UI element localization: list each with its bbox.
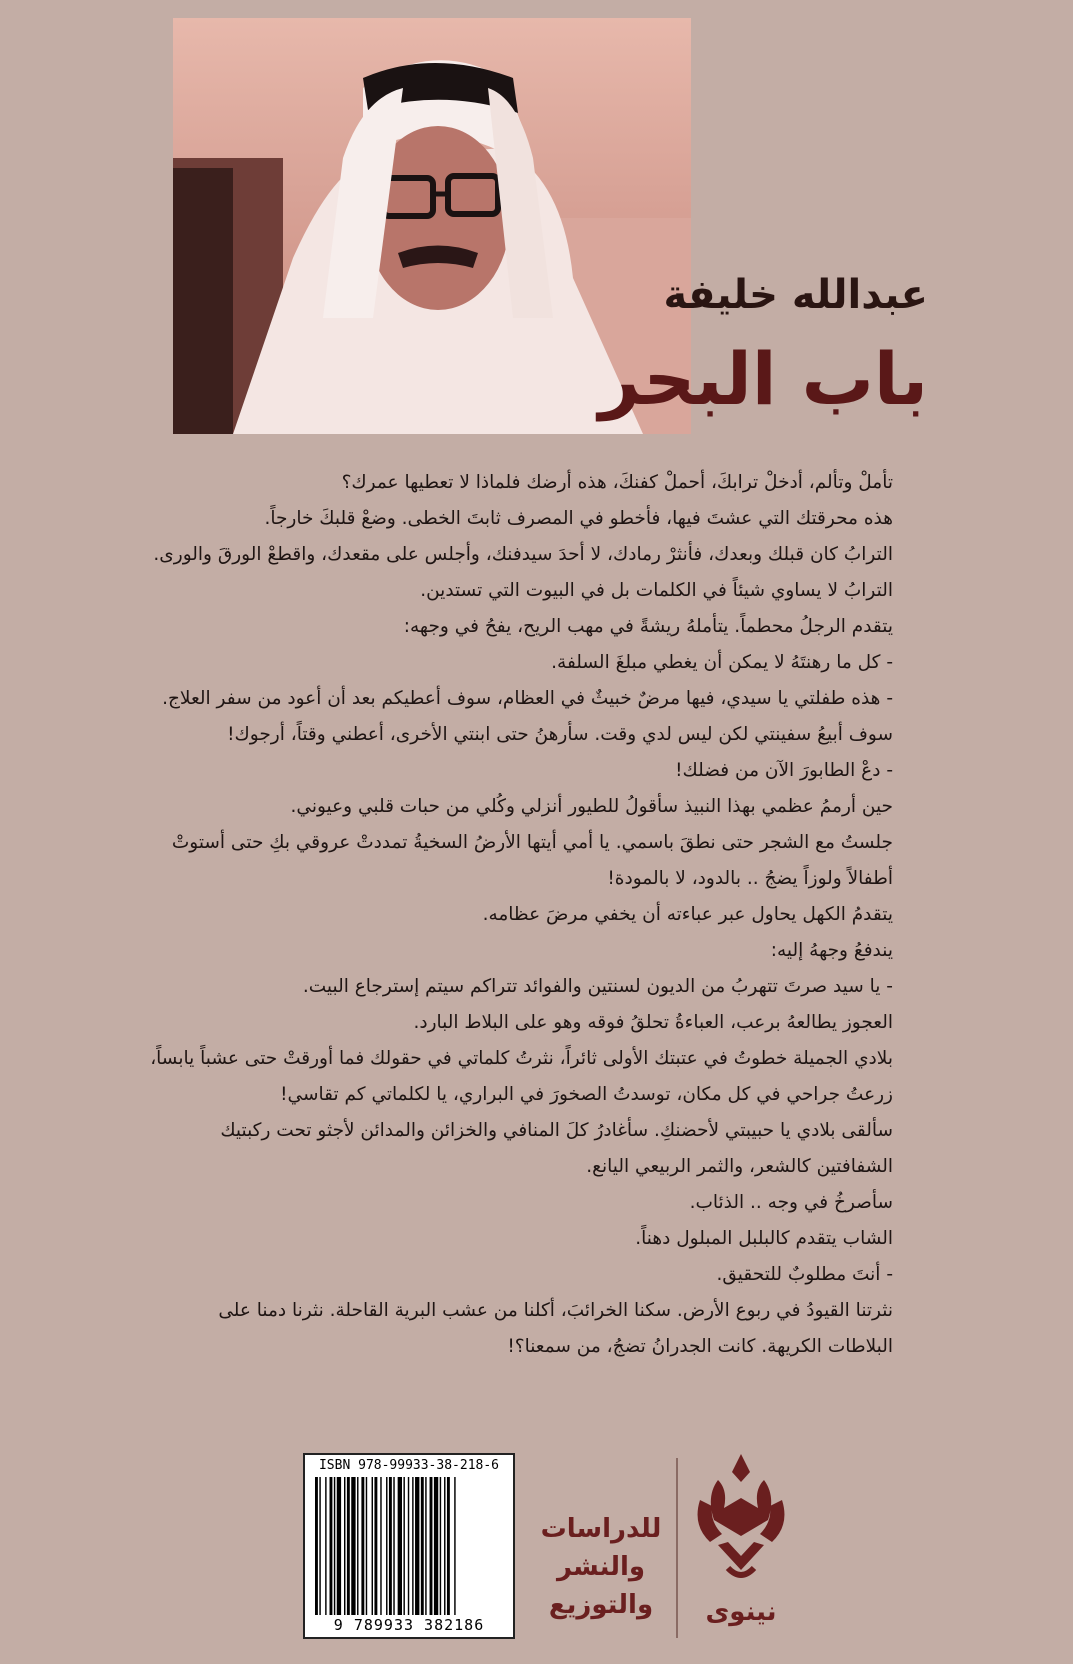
barcode-bar (315, 1477, 318, 1615)
text-line: يتقدم الرجلُ محطماً. يتأملهُ ريشةً في مهب الريح، يفحُ في وجهه: (403, 616, 893, 637)
text-line: نثرتنا القيودُ في ربوع الأرض. سكنا الخرائبَ، أكلنا من عشب البرية القاحلة. نثرنا دمنا على (218, 1300, 893, 1321)
text-line: يندفعُ وجههُ إليه: (770, 940, 893, 961)
text-line: يتقدمُ الكهل يحاول عبر عباءته أن يخفي مرضَ عظامه. (482, 904, 893, 925)
text-line: أطفالاً ولوزاً يضجُ .. بالدود، لا بالمودة! (607, 868, 893, 889)
publisher-name: نينوى (705, 1597, 777, 1627)
isbn-label: ISBN 978-99933-38-218-6 (318, 1458, 499, 1473)
barcode-bar (372, 1477, 373, 1615)
text-line: الشفافتين كالشعر، والثمر الربيعي اليانع. (586, 1156, 893, 1177)
publisher-line: والنشر (556, 1552, 646, 1582)
text-line: - دعْ الطابورَ الآن من فضلك! (675, 760, 893, 781)
barcode-bar (430, 1477, 433, 1615)
barcode-bar (393, 1477, 394, 1615)
text-line: - هذه طفلتي يا سيدي، فيها مرضٌ خبيثٌ في العظام، سوف أعطيكم بعد أن أعود من سفر العلاج. (162, 688, 893, 709)
barcode-bar (366, 1477, 367, 1615)
barcode-bar (412, 1477, 413, 1615)
text-line: البلاطات الكريهة. كانت الجدرانُ تضجُ، من سمعنا؟! (507, 1336, 893, 1357)
text-line: تأملْ وتألم، أدخلْ ترابكَ، أحملْ كفنكَ، هذه أرضك فلماذا لا تعطيها عمرك؟ (341, 472, 893, 493)
barcode-bar (415, 1477, 419, 1615)
barcode-bar (361, 1477, 364, 1615)
barcode-bar (434, 1477, 438, 1615)
text-line: حين أرممُ عظمي بهذا النبيذ سأقولُ للطيور أنزلي وكُلي من حبات قلبي وعيوني. (290, 796, 893, 817)
back-cover-text (150, 465, 893, 1435)
text-line: - أنتَ مطلوبٌ للتحقيق. (716, 1264, 893, 1285)
barcode-bar (421, 1477, 424, 1615)
barcode-bar (351, 1477, 355, 1615)
barcode-bar (444, 1477, 445, 1615)
text-line: جلستُ مع الشجر حتى نطقَ باسمي. يا أمي أيتها الأرضُ السخيةُ تمددتْ عروقي بكِ حتى أستوتْ (171, 832, 893, 853)
barcode-bar (398, 1477, 402, 1615)
barcode-bar (447, 1477, 450, 1615)
author-name: عبدالله خليفة (663, 272, 928, 318)
barcode-number: 9 789933 382186 (333, 1616, 485, 1634)
book-title: باب البحر (598, 337, 928, 421)
barcode-bar (389, 1477, 392, 1615)
text-line: سأصرخُ في وجه .. الذئاب. (689, 1192, 893, 1213)
barcode-bar (337, 1477, 341, 1615)
barcode-bar (330, 1477, 333, 1615)
publisher-line: والتوزيع (548, 1590, 654, 1620)
publisher-line: للدراسات (540, 1514, 662, 1544)
barcode-bar (325, 1477, 326, 1615)
text-line: - كل ما رهنتَهُ لا يمكن أن يغطي مبلغَ السلفة. (551, 652, 893, 673)
text-line: بلادي الجميلة خطوتُ في عتبتك الأولى ثائراً، نثرتُ كلماتي في حقولك فما أورقتْ حتى عشباً يابساً، (150, 1048, 893, 1069)
text-line: الشاب يتقدم كالبلبل المبلول دهناً. (635, 1228, 893, 1249)
barcode-bar (374, 1477, 377, 1615)
isbn-barcode (303, 1453, 515, 1639)
barcode-bar (425, 1477, 426, 1615)
divider (676, 1458, 678, 1638)
publisher-tagline (534, 1510, 668, 1624)
text-line: سألقى بلادي يا حبيبتي لأحضنكِ. سأغادرُ كلَ المنافي والخزائن والمدائن لأجثو تحت ركبتيك (220, 1120, 893, 1141)
text-line: الترابُ كان قبلك وبعدك، فأنثرْ رمادك، لا أحدَ سيدفنك، وأجلس على مقعدك، واقطعْ الورقَ والورى. (153, 544, 893, 565)
barcode-icon (313, 1477, 505, 1617)
barcode-bar (334, 1477, 335, 1615)
barcode-bar (344, 1477, 345, 1615)
barcode-bar (408, 1477, 409, 1615)
text-line: سوف أبيعُ سفينتي لكن ليس لدي وقت. سأرهنُ حتى ابنتي الأخرى، أعطني وقتاً، أرجوك! (227, 724, 893, 745)
barcode-bar (454, 1477, 455, 1615)
text-line: العجوز يطالعهُ برعب، العباءةُ تحلقُ فوقه وهو على البلاط البارد. (413, 1012, 893, 1033)
barcode-bar (403, 1477, 404, 1615)
publisher-logo-icon (688, 1450, 794, 1600)
text-line: الترابُ لا يساوي شيئاً في الكلمات بل في البيوت التي تستدين. (420, 580, 893, 601)
barcode-bar (357, 1477, 358, 1615)
barcode-bar (347, 1477, 350, 1615)
text-line: - يا سيد صرتَ تتهربُ من الديون لسنتين والفوائد تتراكم سيتم إسترجاع البيت. (302, 976, 893, 997)
barcode-bar (440, 1477, 441, 1615)
barcode-bar (319, 1477, 320, 1615)
text-line: زرعتُ جراحي في كل مكان، توسدتُ الصخورَ في البراري، يا لكلماتي كم تقاسي! (280, 1084, 893, 1105)
barcode-bar (380, 1477, 381, 1615)
text-line: هذه محرقتك التي عشتَ فيها، فأخطو في المصرف ثابتَ الخطى. وضعْ قلبكَ خارجاً. (264, 508, 893, 529)
barcode-bar (386, 1477, 387, 1615)
